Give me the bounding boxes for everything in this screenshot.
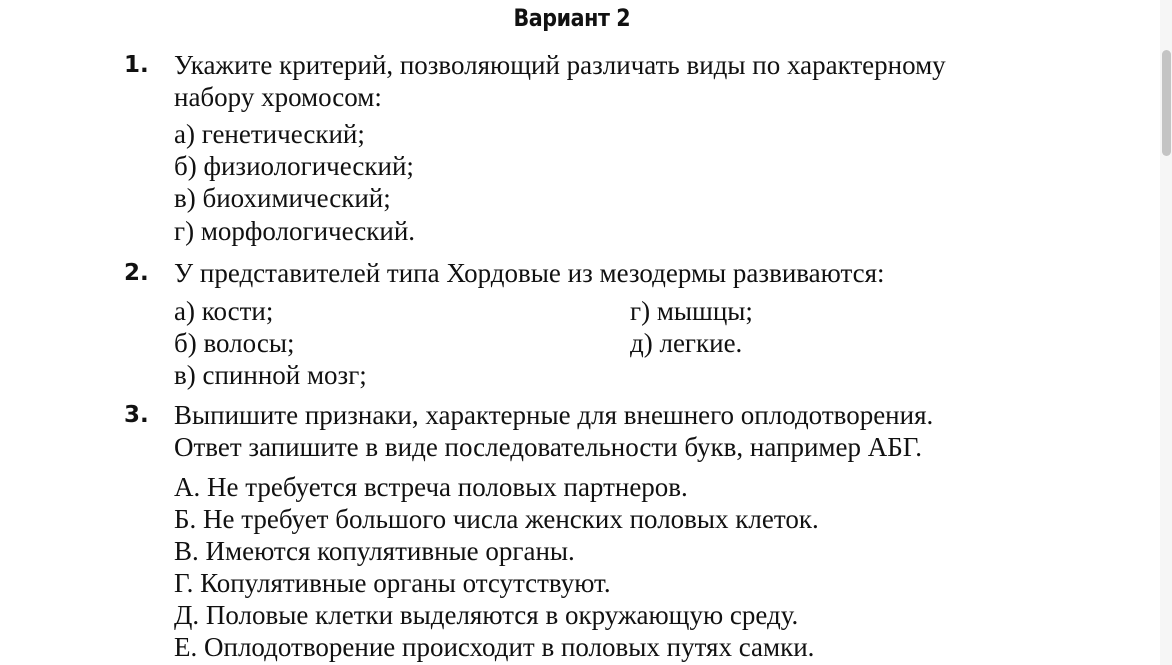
question-2-option-e: д) легкие.	[630, 328, 743, 358]
question-3-text-line-1: Выпишите признаки, характерные для внешнего оплодотворения.	[174, 400, 934, 430]
question-3-option-b: Б. Не требует большого числа женских половых клеток.	[174, 504, 819, 534]
question-2-option-d: г) мышцы;	[630, 296, 753, 326]
question-3-option-e: Д. Половые клетки выделяются в окружающую среду.	[174, 600, 799, 630]
question-1-text-line-1: Укажите критерий, позволяющий различать виды по характерному	[174, 50, 946, 80]
question-3-number: 3.	[124, 402, 149, 428]
question-2-number: 2.	[124, 260, 149, 286]
question-1-option-a: а) генетический;	[174, 119, 365, 149]
question-3-option-c: В. Имеются копулятивные органы.	[174, 536, 575, 566]
vertical-scrollbar[interactable]	[1160, 0, 1172, 665]
question-3-option-f: Е. Оплодотворение происходит в половых путях самки.	[174, 632, 815, 662]
question-1-text-line-2: набору хромосом:	[174, 82, 382, 112]
question-2-option-a: а) кости;	[174, 296, 274, 326]
question-2-option-b: б) волосы;	[174, 328, 295, 358]
question-2-text-line-1: У представителей типа Хордовые из мезодермы развиваются:	[174, 258, 885, 288]
variant-title: Вариант 2	[513, 4, 631, 32]
question-1-number: 1.	[124, 52, 149, 78]
question-1-option-d: г) морфологический.	[174, 216, 416, 246]
question-3-option-a: А. Не требуется встреча половых партнеров.	[174, 472, 688, 502]
question-3-option-d: Г. Копулятивные органы отсутствуют.	[174, 568, 611, 598]
question-1-option-b: б) физиологический;	[174, 151, 414, 181]
question-2-option-c: в) спинной мозг;	[174, 360, 367, 390]
question-3-text-line-2: Ответ запишите в виде последовательности букв, например АБГ.	[174, 432, 923, 462]
question-1-option-c: в) биохимический;	[174, 183, 391, 213]
scrollbar-thumb[interactable]	[1162, 50, 1171, 156]
